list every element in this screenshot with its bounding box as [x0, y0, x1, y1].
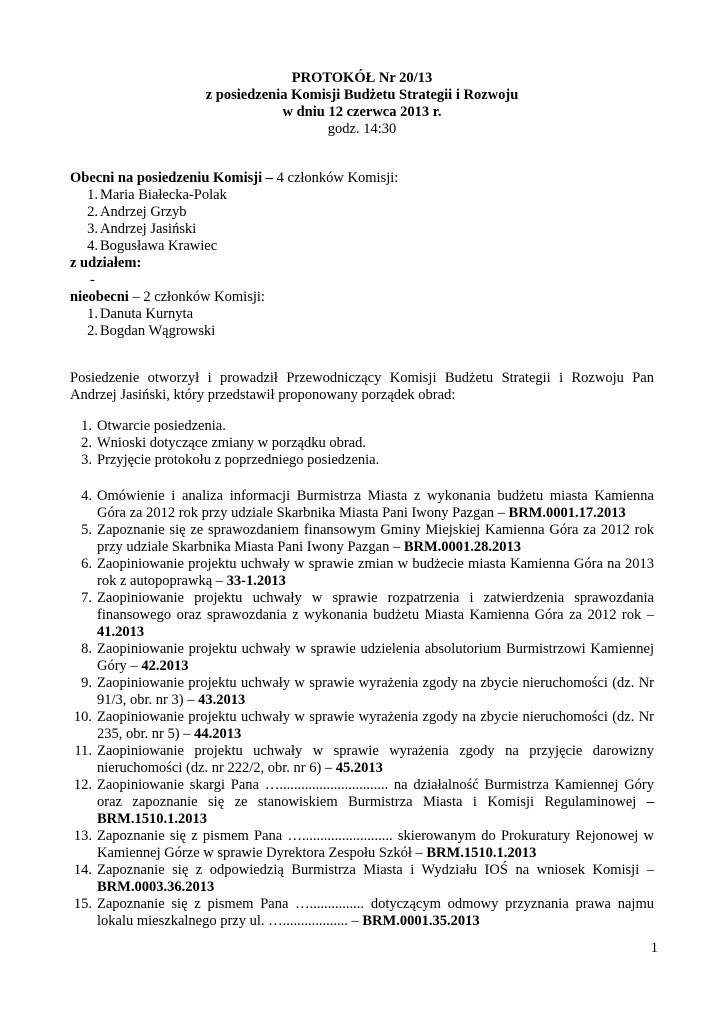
agenda-item — [70, 641, 654, 675]
item-text: Zaopiniowanie projektu uchwały w sprawie wyrażenia zgody na przyjęcie darowizny nieruchomości (dz. nr 222/2, obr. nr 6) – — [97, 743, 654, 776]
item-number: 15. — [73, 896, 92, 912]
item-text: Wnioski dotyczące zmiany w porządku obrad. — [97, 435, 366, 451]
item-ref: BRM.0001.35.2013 — [362, 913, 480, 929]
item-number: 13. — [73, 828, 92, 844]
item-number: 8. — [81, 641, 92, 657]
absent-label: nieobecni — [70, 289, 129, 305]
agenda-item — [70, 709, 654, 743]
member-name: Andrzej Grzyb — [100, 204, 187, 220]
attendance-section — [70, 170, 660, 340]
list-item — [70, 323, 660, 340]
item-text: Przyjęcie protokołu z poprzedniego posiedzenia. — [97, 452, 380, 468]
meeting-time: godz. 14:30 — [327, 121, 397, 137]
spacer — [70, 469, 654, 486]
item-text: Zaopiniowanie skargi Pana ….............................. na działalność Burmistrza Kamiennej Góry oraz zapoznanie się ze stanowiskiem Burmistrza Miasta i Komisji Regulaminowej — [97, 777, 654, 810]
item-number: 3. — [81, 452, 92, 468]
agenda-list — [70, 418, 654, 930]
list-item — [70, 204, 660, 221]
agenda-item — [70, 418, 654, 435]
item-number: 14. — [73, 862, 92, 878]
meeting-date: w dniu 12 czerwca 2013 r. — [282, 104, 442, 120]
item-ref: 42.2013 — [141, 658, 189, 674]
absent-count: – 2 członków Komisji: — [128, 289, 265, 305]
page-number: 1 — [650, 940, 658, 956]
item-text: Zaopiniowanie projektu uchwały w sprawie wyrażenia zgody na zbycie nieruchomości (dz. Nr 235, obr. nr 5) – — [97, 709, 654, 742]
agenda-item — [70, 862, 654, 896]
item-text: Zaopiniowanie projektu uchwały w sprawie wyrażenia zgody na zbycie nieruchomości (dz. Nr 91/3, obr. nr 3) – — [97, 675, 654, 708]
participation-label: z udziałem: — [70, 255, 142, 271]
absent-line — [70, 289, 660, 306]
agenda-item — [70, 435, 654, 452]
item-ref: 45.2013 — [335, 760, 383, 776]
list-number: 4. — [87, 238, 98, 254]
present-count: 4 członków Komisji: — [273, 170, 399, 186]
present-line — [70, 170, 660, 187]
item-number: 5. — [81, 522, 92, 538]
member-name: Bogusława Krawiec — [100, 238, 218, 254]
present-label: Obecni na posiedzeniu Komisji – — [70, 170, 274, 186]
protocol-subtitle: z posiedzenia Komisji Budżetu Strategii i Rozwoju — [205, 87, 519, 103]
item-number: 12. — [73, 777, 92, 793]
protocol-title: PROTOKÓŁ Nr 20/13 — [291, 70, 433, 86]
item-ref: – BRM.1510.1.2013 — [97, 794, 654, 827]
item-text: Zapoznanie się z odpowiedzią Burmistrza Miasta i Wydziału IOŚ na wniosek Komisji – — [97, 862, 654, 878]
item-number: 6. — [81, 556, 92, 572]
item-text: Zaopiniowanie projektu uchwały w sprawie zmian w budżecie miasta Kamienna Góra na 2013 rok z autopoprawką – — [97, 556, 654, 589]
item-text: Zapoznanie się z pismem Pana …............... dotyczącym odmowy przyznania prawa najmu lokalu mieszkalnego przy ul. ….................. – — [97, 896, 654, 929]
present-list — [70, 187, 660, 255]
list-number: 2. — [87, 323, 98, 339]
item-number: 10. — [73, 709, 92, 725]
absent-list — [70, 306, 660, 340]
list-number: 1. — [87, 306, 98, 322]
agenda-item — [70, 777, 654, 828]
member-name: Bogdan Wągrowski — [100, 323, 216, 339]
item-number: 11. — [74, 743, 92, 759]
item-number: 9. — [81, 675, 92, 691]
intro-paragraph — [70, 370, 654, 404]
item-ref: BRM.0001.17.2013 — [508, 505, 626, 521]
member-name: Maria Białecka-Polak — [100, 187, 227, 203]
agenda-item — [70, 896, 654, 930]
list-item — [70, 238, 660, 255]
list-item — [70, 187, 660, 204]
list-item — [70, 221, 660, 238]
agenda-item — [70, 828, 654, 862]
member-name: Andrzej Jasiński — [100, 221, 197, 237]
agenda-item — [70, 743, 654, 777]
list-number: 2. — [87, 204, 98, 220]
item-text: Zapoznanie się ze sprawozdaniem finansowym Gminy Miejskiej Kamienna Góra za 2012 rok przy udziale Skarbnika Miasta Pani Iwony Pazgan – — [97, 522, 654, 555]
item-number: 2. — [81, 435, 92, 451]
item-text: Zaopiniowanie projektu uchwały w sprawie rozpatrzenia i zatwierdzenia sprawozdania finansowego oraz sprawozdania z wykonania budżetu Miasta Kamienna Góra za 2012 rok – — [97, 590, 654, 623]
item-number: 1. — [81, 418, 92, 434]
protocol-header — [0, 70, 724, 138]
agenda-item — [70, 556, 654, 590]
item-number: 7. — [81, 590, 92, 606]
item-text: Otwarcie posiedzenia. — [97, 418, 226, 434]
participation-value: - — [90, 272, 95, 288]
item-number: 4. — [81, 488, 92, 504]
agenda-item — [70, 675, 654, 709]
list-number: 3. — [87, 221, 98, 237]
item-text: Zapoznanie się z pismem Pana …......................... skierowanym do Prokuratury Rejonowej w Kamiennej Górze w sprawie Dyrektora Zespołu Szkół – — [97, 828, 654, 861]
agenda-item — [70, 590, 654, 641]
agenda-item — [70, 488, 654, 522]
item-ref: 41.2013 — [97, 624, 145, 640]
list-number: 1. — [87, 187, 98, 203]
item-ref: 43.2013 — [198, 692, 246, 708]
member-name: Danuta Kurnyta — [100, 306, 194, 322]
agenda-item — [70, 452, 654, 469]
item-ref: BRM.1510.1.2013 — [426, 845, 537, 861]
item-text: Omówienie i analiza informacji Burmistrza Miasta z wykonania budżetu miasta Kamienna Góra za 2012 rok przy udziale Skarbnika Miasta Pani Iwony Pazgan – — [97, 488, 654, 521]
agenda-item — [70, 522, 654, 556]
item-ref: 33-1.2013 — [226, 573, 286, 589]
item-ref: 44.2013 — [194, 726, 242, 742]
item-text: Zaopiniowanie projektu uchwały w sprawie udzielenia absolutorium Burmistrzowi Kamiennej Góry – — [97, 641, 654, 674]
item-ref: BRM.0001.28.2013 — [403, 539, 522, 555]
intro-text: Posiedzenie otworzył i prowadził Przewodniczący Komisji Budżetu Strategii i Rozwoju Pan Andrzej Jasiński, który przedstawił proponowany porządek obrad: — [70, 370, 654, 403]
list-item — [70, 306, 660, 323]
item-ref: BRM.0003.36.2013 — [97, 879, 215, 895]
